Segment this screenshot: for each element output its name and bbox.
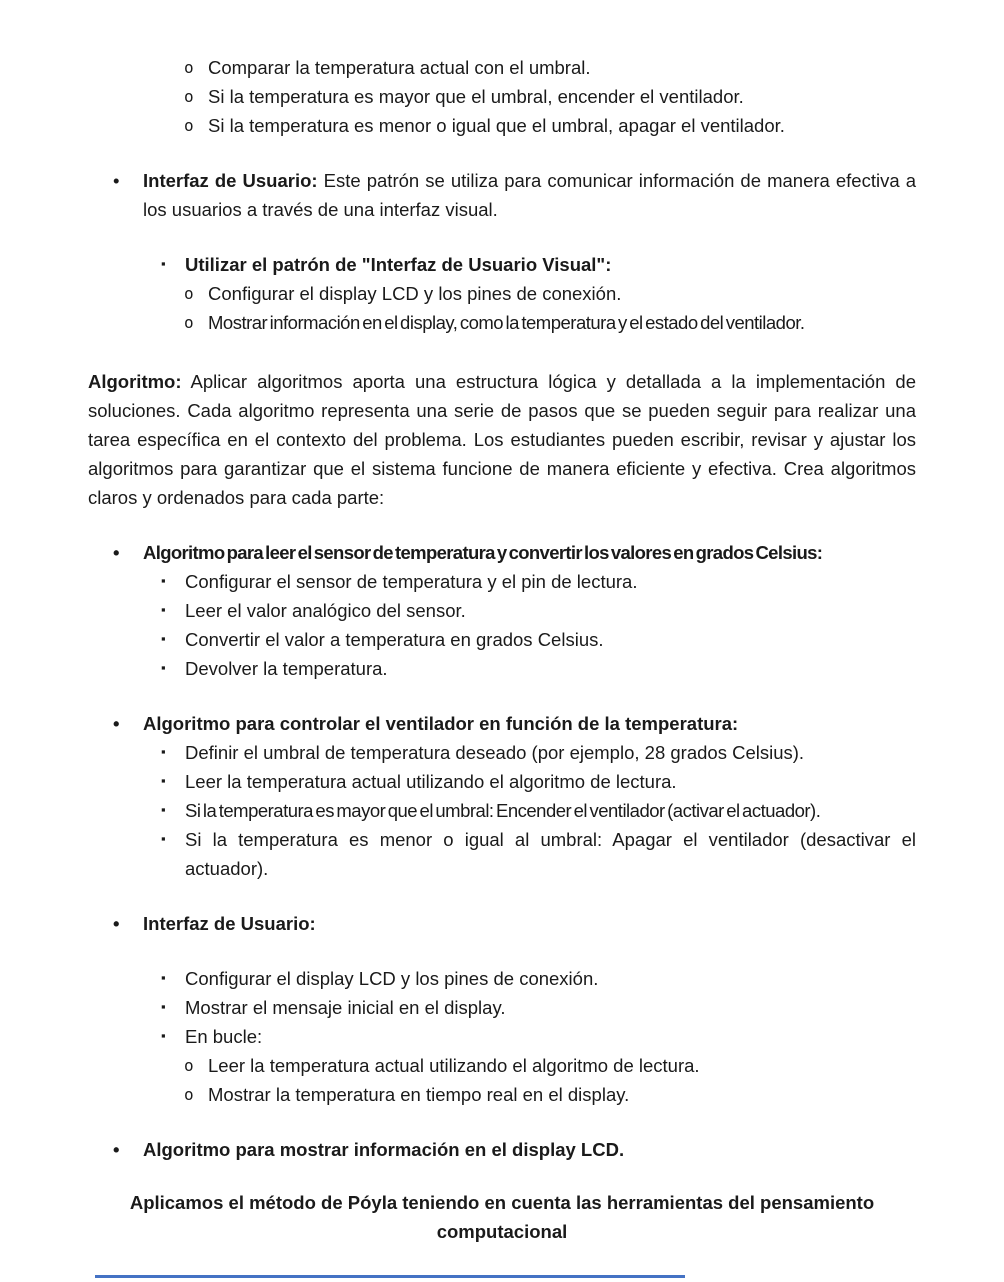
list-item xyxy=(88,567,916,596)
section-algo-controlar xyxy=(88,709,916,883)
bullet-circle-icon: o xyxy=(184,1085,194,1104)
bullet-circle-icon: o xyxy=(184,313,194,332)
list-item-text: Si la temperatura es mayor que el umbral, encender el ventilador. xyxy=(208,86,744,107)
bullet-dot-icon: • xyxy=(113,713,120,734)
list-item-text: Si la temperatura es menor o igual al umbral: Apagar el ventilador (desactivar el actuador). xyxy=(185,829,916,879)
list-item xyxy=(88,625,916,654)
list-item xyxy=(88,738,916,767)
list-item-heading xyxy=(88,250,916,279)
list-item-text: Si la temperatura es menor o igual que el umbral, apagar el ventilador. xyxy=(208,115,785,136)
section-intro-list xyxy=(88,53,916,140)
heading-text: Algoritmo para leer el sensor de temperatura y convertir los valores en grados Celsius: xyxy=(143,542,823,563)
list-item xyxy=(88,1051,916,1080)
list-item xyxy=(88,82,916,111)
list-item xyxy=(88,654,916,683)
ui-pattern-text: Este patrón se utiliza para comunicar información de manera efectiva a los usuarios a través de una interfaz visual. xyxy=(143,170,916,220)
bullet-circle-icon: o xyxy=(184,116,194,135)
list-item-text: Leer la temperatura actual utilizando el algoritmo de lectura. xyxy=(208,1055,700,1076)
bullet-square-icon: ▪ xyxy=(161,802,166,817)
bullet-dot-icon: • xyxy=(113,542,119,563)
sub-heading-text: Utilizar el patrón de "Interfaz de Usuario Visual": xyxy=(185,254,612,275)
bullet-square-icon: ▪ xyxy=(161,602,166,617)
list-item xyxy=(88,767,916,796)
list-item xyxy=(88,964,916,993)
section-interfaz xyxy=(88,909,916,1109)
bottom-divider xyxy=(95,1275,685,1278)
bullet-square-icon: ▪ xyxy=(161,1028,166,1043)
bullet-square-icon: ▪ xyxy=(161,999,166,1014)
section-algo-mostrar xyxy=(88,1135,916,1164)
document-content xyxy=(88,53,916,1246)
bullet-square-icon: ▪ xyxy=(161,631,166,646)
bullet-square-icon: ▪ xyxy=(161,256,166,271)
list-item xyxy=(88,796,916,825)
list-item xyxy=(88,53,916,82)
bullet-circle-icon: o xyxy=(184,1056,194,1075)
list-item xyxy=(88,308,916,337)
bullet-square-icon: ▪ xyxy=(161,573,166,588)
list-item-text: Mostrar información en el display, como la temperatura y el estado del ventilador. xyxy=(208,312,805,333)
list-item-text: Configurar el display LCD y los pines de conexión. xyxy=(208,283,622,304)
ui-pattern-label: Interfaz de Usuario: xyxy=(143,170,318,191)
section-ui-pattern-sub xyxy=(88,250,916,337)
section-ui-pattern xyxy=(88,166,916,224)
bullet-square-icon: ▪ xyxy=(161,744,166,759)
list-item xyxy=(88,1080,916,1109)
list-item-text: Definir el umbral de temperatura deseado (por ejemplo, 28 grados Celsius). xyxy=(185,742,805,763)
bullet-dot-icon: • xyxy=(113,1139,120,1160)
bullet-dot-icon: • xyxy=(113,913,120,934)
list-item-text: Si la temperatura es mayor que el umbral: Encender el ventilador (activar el actuador). xyxy=(185,800,821,821)
bullet-dot-icon: • xyxy=(113,170,120,191)
bullet-square-icon: ▪ xyxy=(161,773,166,788)
list-item-text: Devolver la temperatura. xyxy=(185,658,388,679)
list-item-text: Mostrar la temperatura en tiempo real en el display. xyxy=(208,1084,630,1105)
bullet-square-icon: ▪ xyxy=(161,970,166,985)
list-item-text: Convertir el valor a temperatura en grados Celsius. xyxy=(185,629,604,650)
list-item-heading xyxy=(88,709,916,738)
list-item-heading xyxy=(88,1135,916,1164)
algoritmo-label: Algoritmo: xyxy=(88,371,182,392)
bullet-square-icon: ▪ xyxy=(161,831,166,846)
list-item-heading xyxy=(88,538,916,567)
list-item xyxy=(88,825,916,883)
list-item xyxy=(88,993,916,1022)
list-item xyxy=(88,111,916,140)
algoritmo-text: Aplicar algoritmos aporta una estructura lógica y detallada a la implementación de soluciones. Cada algoritmo representa una serie de pasos que se pueden seguir para realizar una tarea específica en el contexto del problema. Los estudiantes pueden escribir, revisar y ajustar los algoritmos para garantizar que el sistema funcione de manera eficiente y efectiva. Crea algoritmos claros y ordenados para cada parte: xyxy=(88,371,916,508)
bullet-circle-icon: o xyxy=(184,87,194,106)
section-algo-leer xyxy=(88,538,916,683)
list-item-text: Mostrar el mensaje inicial en el display. xyxy=(185,997,506,1018)
list-item xyxy=(88,1022,916,1051)
list-item-heading xyxy=(88,909,916,938)
list-item xyxy=(88,166,916,224)
footer-title: Aplicamos el método de Póyla teniendo en cuenta las herramientas del pensamiento computacional xyxy=(129,1192,875,1242)
heading-text: Algoritmo para controlar el ventilador en función de la temperatura: xyxy=(143,713,739,734)
list-item-text: Leer el valor analógico del sensor. xyxy=(185,600,466,621)
bullet-square-icon: ▪ xyxy=(161,660,166,675)
list-item-text: Leer la temperatura actual utilizando el algoritmo de lectura. xyxy=(185,771,677,792)
bullet-circle-icon: o xyxy=(184,284,194,303)
list-item-text: En bucle: xyxy=(185,1026,263,1047)
list-item-text: Configurar el display LCD y los pines de conexión. xyxy=(185,968,599,989)
list-item-text: Comparar la temperatura actual con el umbral. xyxy=(208,57,591,78)
heading-text: Interfaz de Usuario: xyxy=(143,913,316,934)
heading-text: Algoritmo para mostrar información en el display LCD. xyxy=(143,1139,625,1160)
section-algoritmo-paragraph xyxy=(88,367,916,512)
list-item-text: Configurar el sensor de temperatura y el pin de lectura. xyxy=(185,571,638,592)
bullet-circle-icon: o xyxy=(184,58,194,77)
list-item xyxy=(88,279,916,308)
list-item xyxy=(88,596,916,625)
